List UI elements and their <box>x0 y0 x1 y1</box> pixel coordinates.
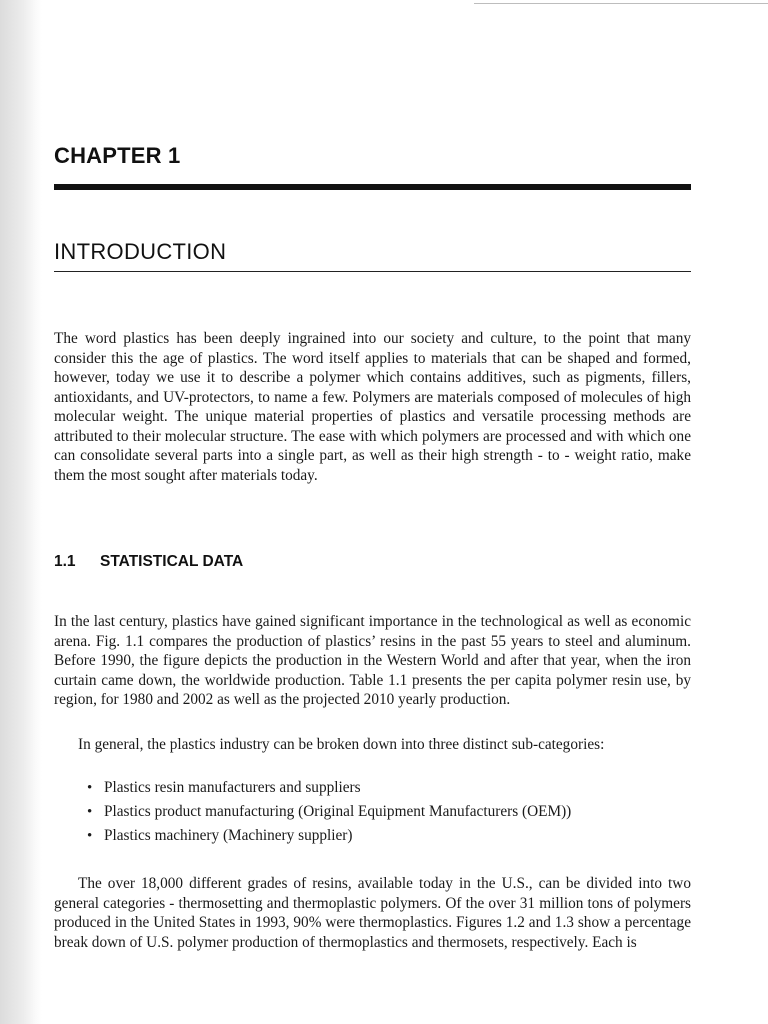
section-paragraph-1: In the last century, plastics have gained significant importance in the technological as well as economic arena. Fig. 1.1 compares the production of plastics’ resins in the past 55 years to steel and aluminum. Before 1990, the figure depicts the production in the Western World and after that year, when the iron curtain came down, the worldwide production. Table 1.1 presents the per capita polymer resin use, by region, for 1980 and 2002 as well as the projected 2010 yearly production. <box>54 613 691 709</box>
bullet-icon: • <box>87 780 93 796</box>
top-edge-line <box>474 3 768 4</box>
bullet-icon: • <box>87 804 93 820</box>
chapter-title: INTRODUCTION <box>54 239 227 264</box>
list-item <box>84 800 724 824</box>
list-item-text: Plastics product manufacturing (Original Equipment Manufacturers (OEM)) <box>104 803 572 820</box>
section-number: 1.1 <box>54 553 76 570</box>
subcategory-list <box>84 776 724 848</box>
chapter-label: CHAPTER 1 <box>54 143 181 168</box>
list-item <box>84 824 724 848</box>
bullet-icon: • <box>87 828 93 844</box>
list-item-text: Plastics resin manufacturers and suppliers <box>104 779 361 796</box>
list-item <box>84 776 724 800</box>
chapter-divider-thin <box>54 271 691 272</box>
section-title: STATISTICAL DATA <box>100 553 244 570</box>
intro-paragraph: The word plastics has been deeply ingrained into our society and culture, to the point that many consider this the age of plastics. The word itself applies to materials that can be shaped and formed, however, today we use it to describe a polymer which contains additives, such as pigments, fillers, antioxidants, and UV-protectors, to name a few. Polymers are materials composed of molecules of high molecular weight. The unique material properties of plastics and versatile processing methods are attributed to their molecular structure. The ease with which polymers are processed and with which one can consolidate several parts into a single part, as well as their high strength - to - weight ratio, make them the most sought after materials today. <box>54 330 691 484</box>
section-paragraph-2: In general, the plastics industry can be broken down into three distinct sub-categories: <box>78 736 605 754</box>
section-heading <box>54 553 243 571</box>
scan-shadow-edge <box>0 0 42 1024</box>
chapter-divider-thick <box>54 184 691 190</box>
list-item-text: Plastics machinery (Machinery supplier) <box>104 827 353 844</box>
section-paragraph-3: The over 18,000 different grades of resins, available today in the U.S., can be divided into two general categories - thermosetting and thermoplastic polymers. Of the over 31 million tons of polymers produced in the United States in 1993, 90% were thermoplastics. Figures 1.2 and 1.3 show a percentage break down of U.S. polymer production of thermoplastics and thermosets, respectively. Each is <box>54 875 691 951</box>
